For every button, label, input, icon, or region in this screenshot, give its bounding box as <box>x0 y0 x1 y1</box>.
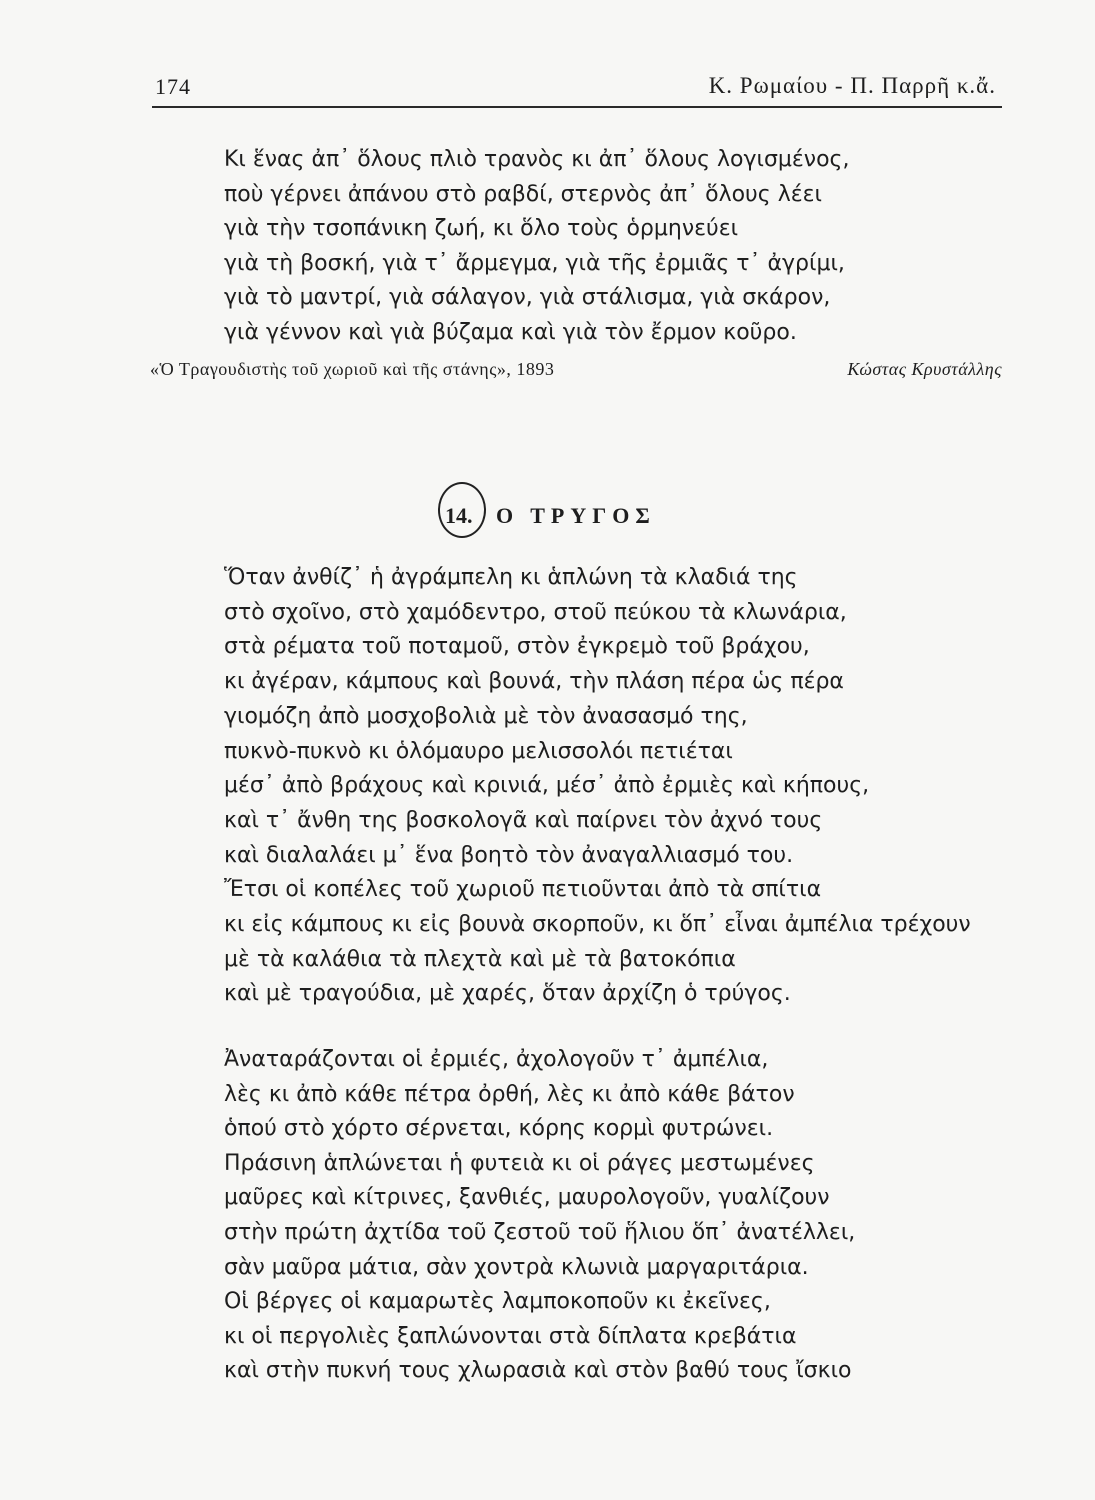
poem-trygos-stanza-2 <box>224 1043 855 1389</box>
verse-line: γιομόζη ἀπὸ μοσχοβολιὰ μὲ τὸν ἀνασασμό της, <box>224 703 748 729</box>
page-number: 174 <box>155 74 191 99</box>
verse-line: γιὰ τὸ μαντρί, γιὰ σάλαγον, γιὰ στάλισμα, γιὰ σκάρον, <box>224 285 831 310</box>
header-rule <box>152 106 1002 108</box>
running-head: Κ. Ρωμαίου - Π. Παρρῆ κ.ἄ. <box>708 73 996 98</box>
verse-line: καὶ τ᾽ ἄνθη της βοσκολογᾶ καὶ παίρνει τὸν ἀχνό τους <box>224 807 823 833</box>
verse-line: στὸ σχοῖνο, στὸ χαμόδεντρο, στοῦ πεύκου τὰ κλωνάρια, <box>224 599 847 625</box>
verse-line: στὰ ρέματα τοῦ ποταμοῦ, στὸν ἐγκρεμὸ τοῦ βράχου, <box>224 634 810 660</box>
verse-line: γιὰ γέννον καὶ γιὰ βύζαμα καὶ γιὰ τὸν ἔρμον κοῦρο. <box>224 319 797 345</box>
poem-kristallis <box>224 143 849 350</box>
section-heading <box>436 482 696 542</box>
verse-line: Ἔτσι οἱ κοπέλες τοῦ χωριοῦ πετιοῦνται ἀπὸ τὰ σπίτια <box>224 877 822 903</box>
verse-line: καὶ στὴν πυκνή τους χλωρασιὰ καὶ στὸν βαθύ τους ἴσκιο <box>224 1358 852 1384</box>
verse-line: ποὺ γέρνει ἀπάνου στὸ ραβδί, στερνὸς ἀπ᾽ ὅλους λέει <box>224 181 822 207</box>
verse-line: γιὰ τὴν τσοπάνικη ζωή, κι ὅλο τοὺς ὁρμηνεύει <box>224 216 739 241</box>
verse-line: Πράσινη ἁπλώνεται ἡ φυτειὰ κι οἱ ράγες μεστωμένες <box>224 1150 815 1176</box>
verse-line: Οἱ βέργες οἱ καμαρωτὲς λαμποκοποῦν κι ἐκεῖνες, <box>224 1289 771 1315</box>
section-number: 14. <box>445 503 473 528</box>
verse-line: στὴν πρώτη ἀχτίδα τοῦ ζεστοῦ τοῦ ἥλιου ὅπ᾽ ἀνατέλλει, <box>224 1219 856 1245</box>
verse-line: μαῦρες καὶ κίτρινες, ξανθιές, μαυρολογοῦν, γυαλίζουν <box>224 1185 830 1211</box>
verse-line: μέσ᾽ ἀπὸ βράχους καὶ κρινιά, μέσ᾽ ἀπὸ ἐρμιὲς καὶ κήπους, <box>224 773 870 799</box>
verse-line: λὲς κι ἀπὸ κάθε πέτρα ὀρθή, λὲς κι ἀπὸ κάθε βάτον <box>224 1081 795 1107</box>
verse-line: μὲ τὰ καλάθια τὰ πλεχτὰ καὶ μὲ τὰ βατοκόπια <box>224 946 736 972</box>
verse-line: καὶ διαλαλάει μ᾽ ἕνα βοητὸ τὸν ἀναγαλλιασμό του. <box>224 842 794 868</box>
verse-line: κι ἀγέραν, κάμπους καὶ βουνά, τὴν πλάση πέρα ὡς πέρα <box>224 669 844 695</box>
verse-line: ὁπού στὸ χόρτο σέρνεται, κόρης κορμὶ φυτρώνει. <box>224 1116 774 1142</box>
verse-line: κι οἱ περγολιὲς ξαπλώνονται στὰ δίπλατα κρεβάτια <box>224 1323 797 1349</box>
verse-line: σὰν μαῦρα μάτια, σὰν χοντρὰ κλωνιὰ μαργαριτάρια. <box>224 1254 809 1280</box>
poem-trygos-stanza-1 <box>224 561 971 1012</box>
verse-line: καὶ μὲ τραγούδια, μὲ χαρές, ὅταν ἀρχίζη ὁ τρύγος. <box>224 981 791 1007</box>
source-citation: «Ὁ Τραγουδιστὴς τοῦ χωριοῦ καὶ τῆς στάνης», 1893 <box>150 359 555 379</box>
verse-line: Ἀναταράζονται οἱ ἐρμιές, ἀχολογοῦν τ᾽ ἀμπέλια, <box>224 1047 769 1072</box>
verse-line: πυκνὸ-πυκνὸ κι ὁλόμαυρο μελισσολόι πετιέται <box>224 738 733 764</box>
poem-attribution <box>150 355 1002 383</box>
page-header <box>152 64 1002 108</box>
verse-line: γιὰ τὴ βοσκή, γιὰ τ᾽ ἄρμεγμα, γιὰ τῆς ἐρμιᾶς τ᾽ ἀγρίμι, <box>224 250 845 276</box>
verse-line: κι εἰς κάμπους κι εἰς βουνὰ σκορποῦν, κι ὅπ᾽ εἶναι ἀμπέλια τρέχουν <box>224 912 971 938</box>
section-title: Ο ΤΡΥΓΟΣ <box>496 503 656 528</box>
verse-line: Κι ἕνας ἀπ᾽ ὅλους πλιὸ τρανὸς κι ἀπ᾽ ὅλους λογισμένος, <box>224 147 850 172</box>
author-name: Κώστας Κρυστάλλης <box>847 359 1002 379</box>
verse-line: Ὅταν ἀνθίζ᾽ ἡ ἀγράμπελη κι ἁπλώνη τὰ κλαδιά της <box>224 565 798 590</box>
